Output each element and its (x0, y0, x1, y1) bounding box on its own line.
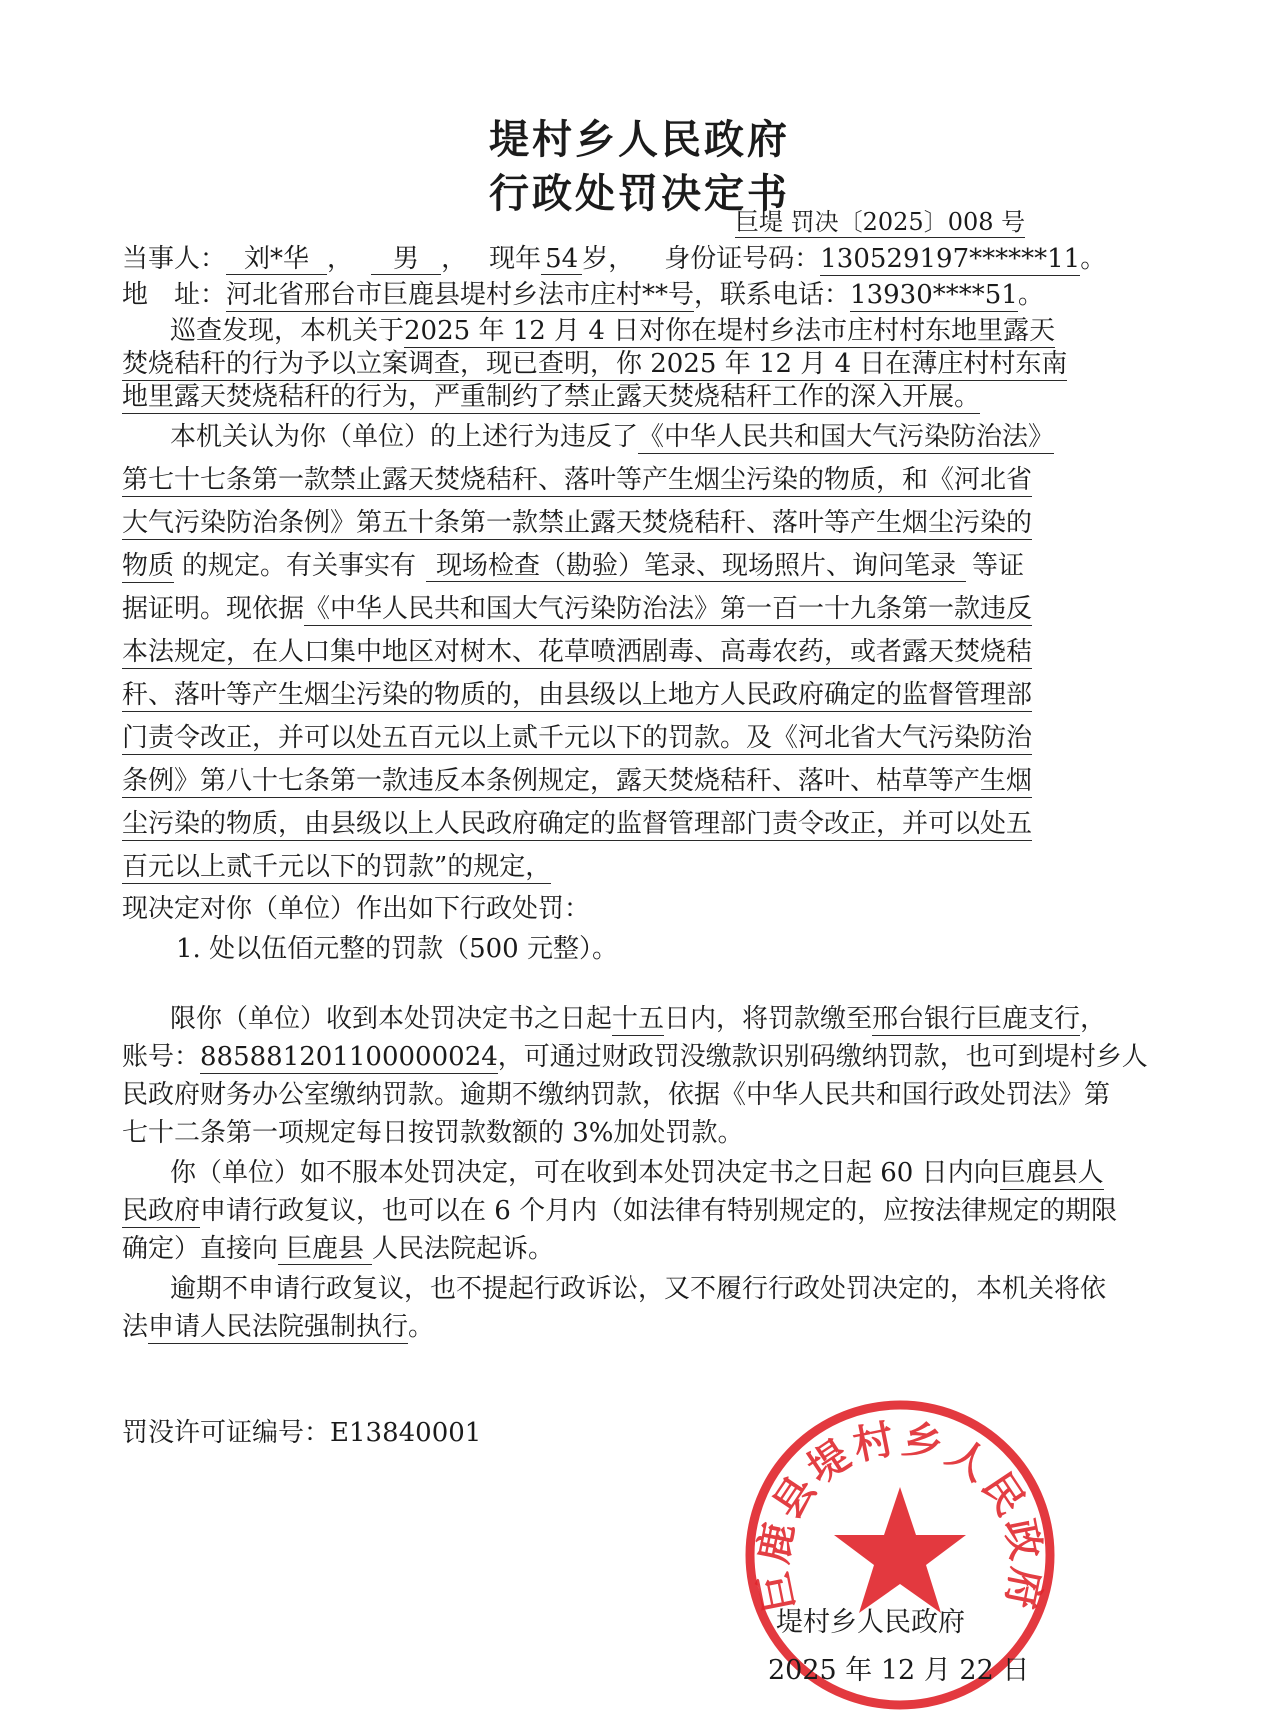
para2-line5 (122, 592, 1032, 626)
signature-org: 堤村乡人民政府 (776, 1607, 965, 1638)
seal-star-icon (834, 1487, 966, 1613)
para3-l2c: ，可通过财政罚没缴款识别码缴纳罚款，也可到堤村乡人 (497, 1042, 1148, 1072)
para5-l2c: 。 (408, 1312, 435, 1342)
para4-line1 (170, 1156, 1104, 1190)
para1-l1b: 2025 年 12 月 4 日对你在堤村乡法市庄村村东地里露天 (404, 316, 1056, 346)
party-name: 刘*华 (226, 244, 327, 275)
para2-l4d: 等证 (972, 551, 1025, 581)
para2-l1a: 本机关认为你（单位）的上述行为违反了 (170, 422, 639, 452)
para2-l4a: 物质 (122, 551, 175, 581)
para2-l3: 大气污染防治条例》第五十条第一款禁止露天焚烧秸秆、落叶等产生烟尘污染的 (122, 508, 1033, 538)
para2-l7: 秆、落叶等产生烟尘污染的物质的，由县级以上地方人民政府确定的监督管理部 (122, 680, 1033, 710)
para4-l2a: 民政府 (122, 1196, 201, 1226)
para1-line2 (122, 347, 1067, 381)
para3-l1c: 日内，将罚款缴至 (664, 1004, 873, 1034)
para2-l4c: 现场检查（勘验）笔录、现场照片、询问笔录 (426, 551, 966, 582)
para4-l3b: 巨鹿县 (278, 1234, 372, 1265)
para3-line1 (170, 1002, 1106, 1036)
phone-number: 13930****51 (850, 280, 1018, 310)
para2-line1 (170, 420, 1054, 454)
para1-line3 (122, 380, 980, 414)
party-age-suffix: 岁 (582, 244, 609, 274)
address-label: 地 址： (122, 280, 227, 310)
para2-line2 (122, 463, 1032, 497)
para3-line4: 七十二条第一项规定每日按罚款数额的 3%加处罚款。 (122, 1118, 744, 1148)
party-id-end: 。 (1080, 244, 1107, 274)
para1-line1 (170, 314, 1055, 348)
decision-item: 1. 处以伍佰元整的罚款（500 元整）。 (176, 934, 618, 964)
para3-l1a: 限你（单位）收到本处罚决定书之日起 (170, 1004, 613, 1034)
para4-l3c: 人民法院起诉。 (372, 1234, 555, 1264)
party-id-number: 130529197******11 (820, 244, 1081, 274)
para2-l8: 门责令改正，并可以处五百元以上贰千元以下的罚款。及《河北省大气污染防治 (122, 723, 1033, 753)
party-age-prefix: 现年 (489, 244, 542, 274)
party-age: 54 (541, 244, 582, 275)
party-line: 当事人： 刘*华 ， 男 ， 现年 54 岁， 身份证号码：130529197******11。 (122, 244, 1107, 274)
para5-line2 (122, 1310, 434, 1344)
para2-line7 (122, 678, 1032, 712)
para2-l10: 尘污染的物质，由县级以上人民政府确定的监督管理部门责令改正，并可以处五 (122, 809, 1033, 839)
party-label: 当事人： (122, 244, 227, 274)
document-number (735, 205, 1025, 239)
para2-l5b: 《中华人民共和国大气污染防治法》第一百一十九条第一款违反 (304, 594, 1033, 624)
para4-l2b: 申请行政复议，也可以在 6 个月内（如法律有特别规定的，应按法律规定的期限 (200, 1196, 1118, 1226)
para3-l1d: 邢台银行巨鹿支行 (872, 1004, 1081, 1034)
para2-l2: 第七十七条第一款禁止露天焚烧秸秆、落叶等产生烟尘污染的物质，和《河北省 (122, 465, 1033, 495)
seal-text-path: 巨鹿县堤村乡人民政府 (750, 1415, 1050, 1617)
para5-l2b: 申请人民法院强制执行 (148, 1312, 409, 1342)
para3-line2 (122, 1040, 1148, 1074)
para2-line9 (122, 764, 1032, 798)
para2-l6: 本法规定，在人口集中地区对树木、花草喷洒剧毒、高毒农药，或者露天焚烧秸 (122, 637, 1033, 667)
doc-number-text: 巨堤 罚决〔2025〕008 号 (735, 208, 1026, 236)
party-id-label: 身份证号码： (664, 244, 821, 274)
para4-l3a: 确定）直接向 (122, 1234, 279, 1264)
para3-l2b: 885881201100000024 (200, 1042, 498, 1072)
para3-l1e: ， (1080, 1004, 1107, 1034)
decision-intro: 现决定对你（单位）作出如下行政处罚： (122, 894, 591, 924)
signature-date: 2025 年 12 月 22 日 (768, 1655, 1030, 1686)
para2-l4b: 的规定。有关事实有 (182, 551, 417, 581)
para4-line3 (122, 1232, 554, 1266)
para2-line3 (122, 506, 1032, 540)
para1-l3: 地里露天焚烧秸秆的行为，严重制约了禁止露天焚烧秸秆工作的深入开展。 (122, 382, 981, 412)
para2-line10 (122, 807, 1032, 841)
para3-l2a: 账号： (122, 1042, 201, 1072)
license-number: 罚没许可证编号：E13840001 (122, 1418, 482, 1448)
address-value: 河北省邢台市巨鹿县堤村乡法市庄村**号 (226, 280, 695, 310)
phone-label: ，联系电话： (694, 280, 851, 310)
para2-l9: 条例》第八十七条第一款违反本条例规定，露天焚烧秸秆、落叶、枯草等产生烟 (122, 766, 1033, 796)
address-line (122, 278, 1044, 312)
party-gender: 男 (371, 244, 441, 275)
para4-line2 (122, 1194, 1117, 1228)
para4-l1b: 巨鹿县人 (999, 1158, 1104, 1188)
para5-line1: 逾期不申请行政复议，也不提起行政诉讼，又不履行行政处罚决定的，本机关将依 (170, 1274, 1107, 1304)
address-end: 。 (1017, 280, 1044, 310)
para2-line6 (122, 635, 1032, 669)
para2-line8 (122, 721, 1032, 755)
para2-l5a: 据证明。现依据 (122, 594, 305, 624)
document-title-line1: 堤村乡人民政府 (489, 117, 790, 163)
para2-line11 (122, 850, 551, 884)
para1-l1a: 巡查发现，本机关于 (170, 316, 405, 346)
para3-line3: 民政府财务办公室缴纳罚款。逾期不缴纳罚款，依据《中华人民共和国行政处罚法》第 (122, 1080, 1111, 1110)
para2-l1b: 《中华人民共和国大气污染防治法》 (638, 422, 1055, 452)
document-title-line2: 行政处罚决定书 (489, 171, 790, 217)
para3-l1b: 十五 (612, 1004, 665, 1034)
para2-l11: 百元以上贰千元以下的罚款”的规定， (122, 852, 552, 882)
para1-l2: 焚烧秸秆的行为予以立案调查，现已查明，你 2025 年 12 月 4 日在薄庄村村东南 (122, 349, 1068, 379)
para2-line4 (122, 549, 1024, 583)
para4-l1a: 你（单位）如不服本处罚决定，可在收到本处罚决定书之日起 60 日内向 (170, 1158, 1000, 1188)
para5-l2a: 法 (122, 1312, 149, 1342)
